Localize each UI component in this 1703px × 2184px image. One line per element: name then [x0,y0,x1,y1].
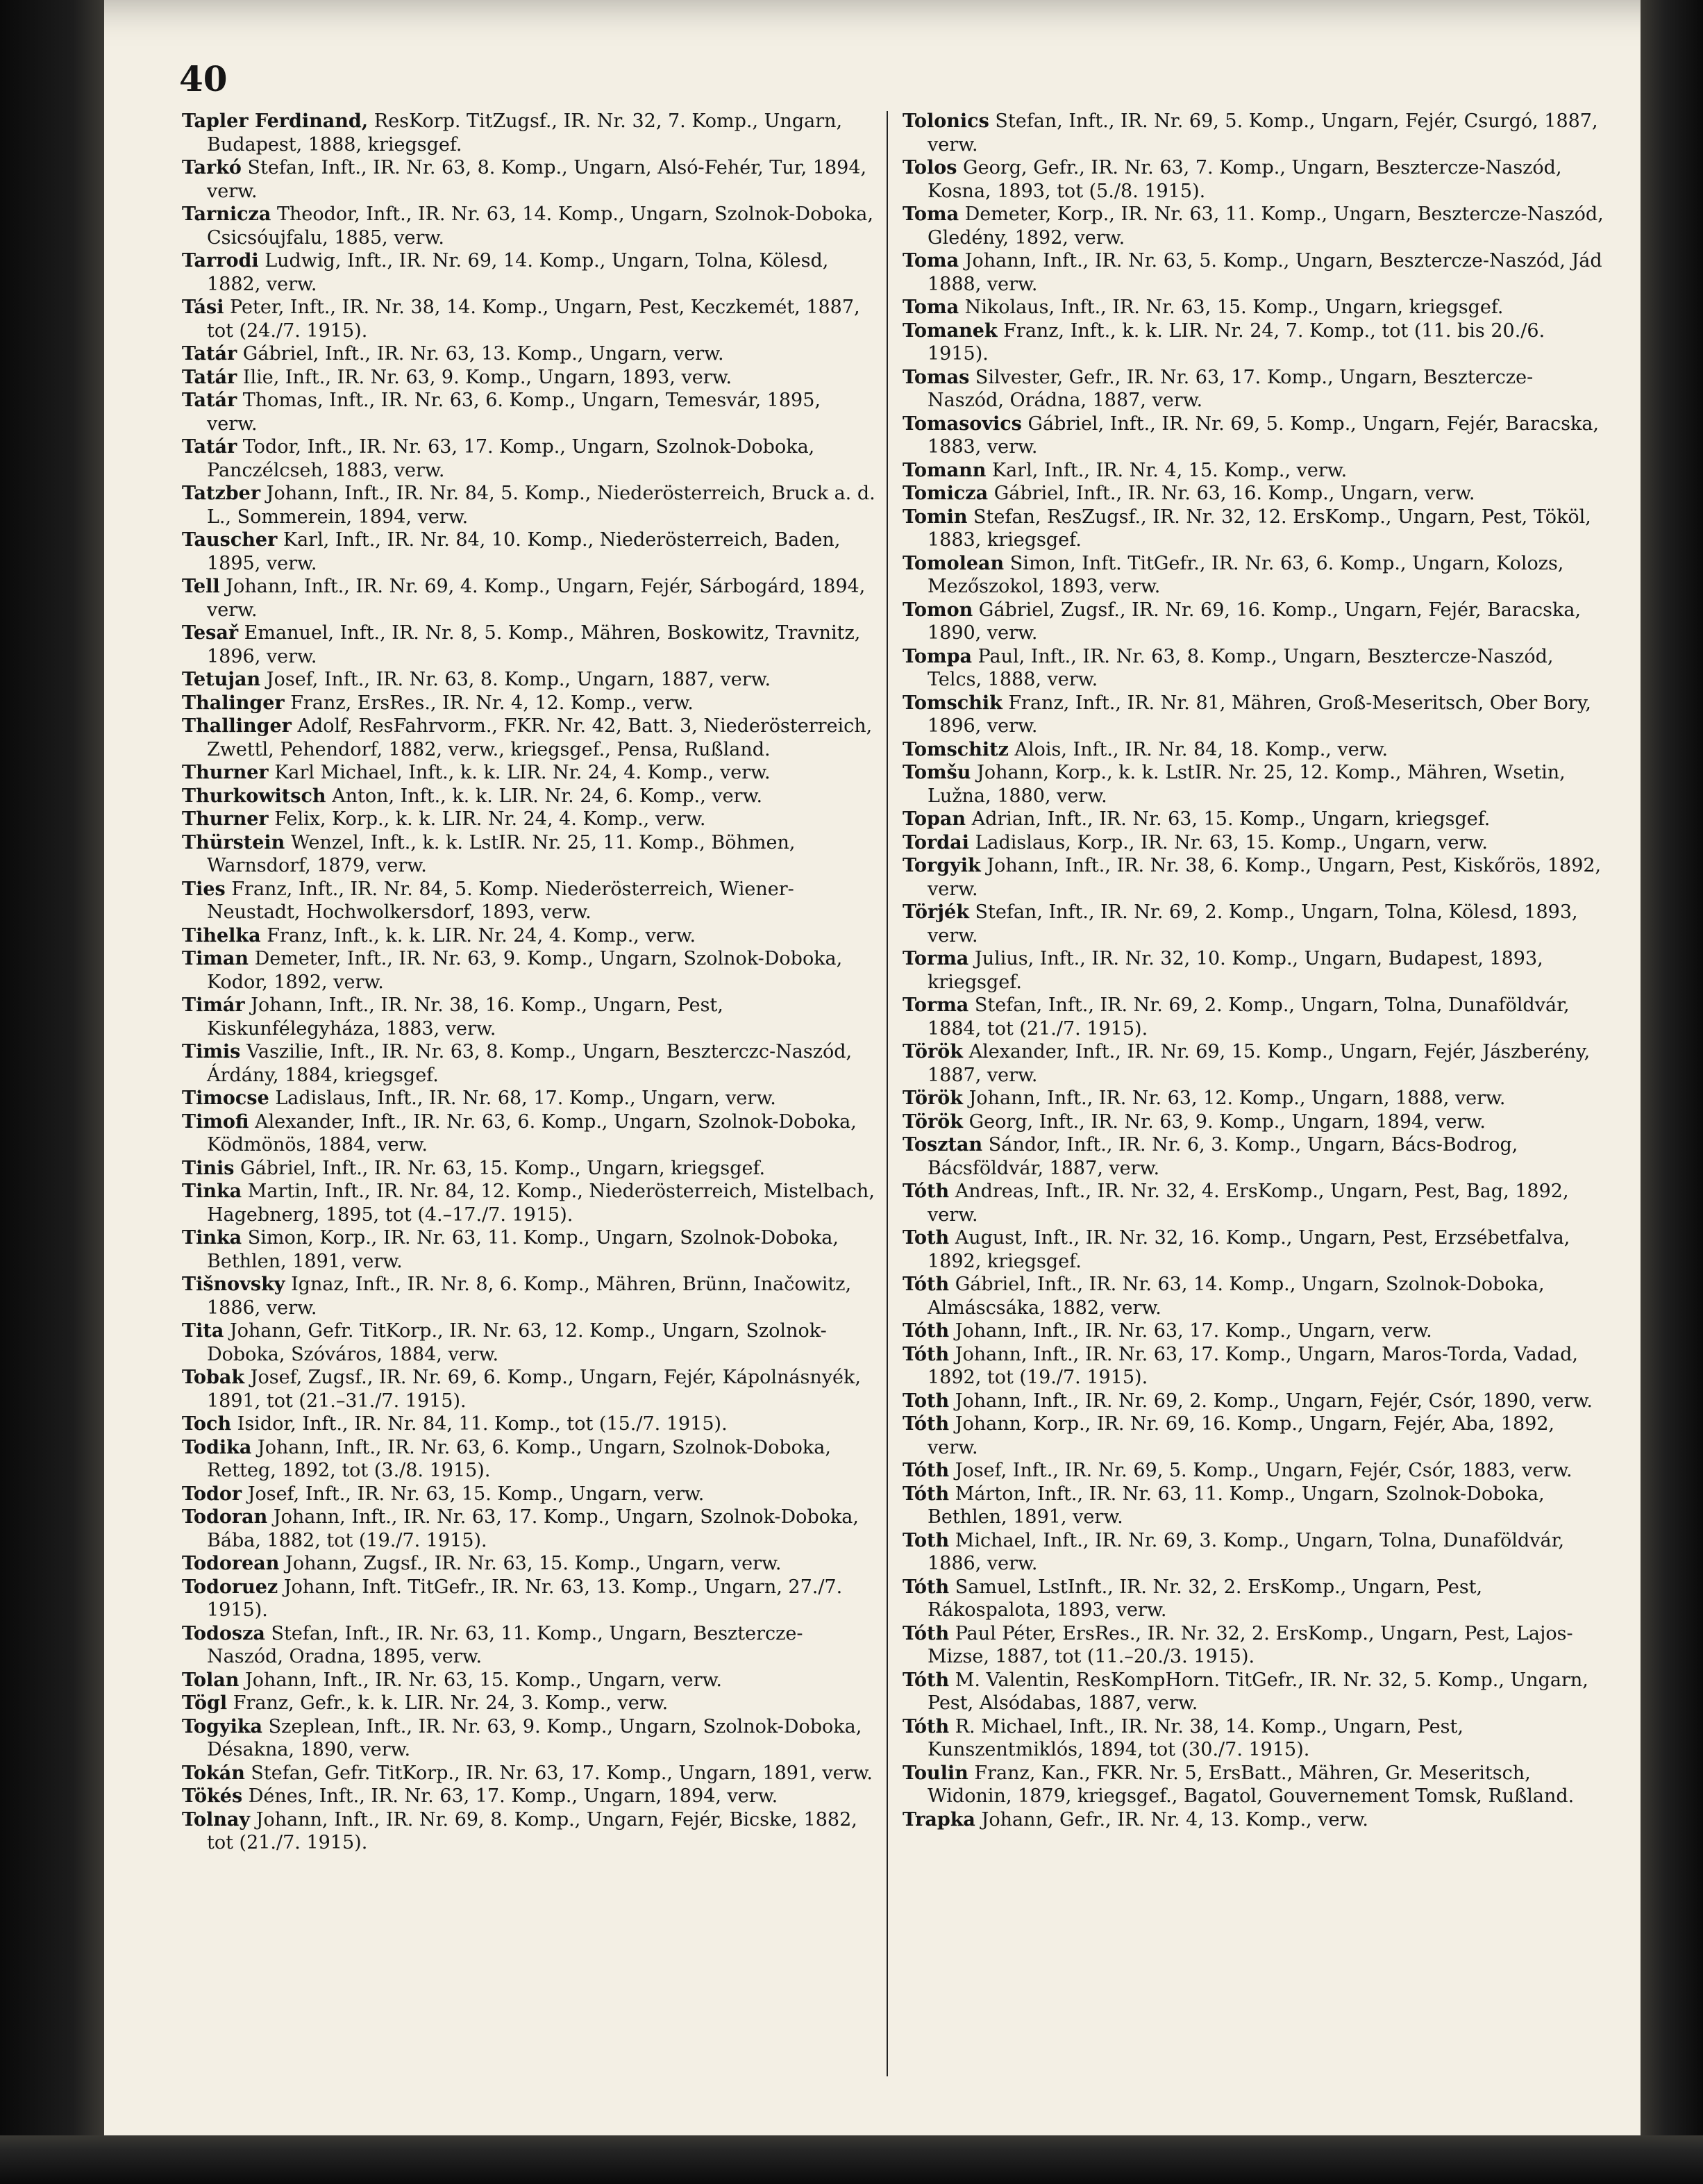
casualty-entry [903,1808,1604,1832]
casualty-entry [182,1412,876,1436]
entry-surname: Thurner [182,762,269,783]
entry-details: Johann, Zugsf., IR. Nr. 63, 15. Komp., Ungarn, verw. [279,1553,782,1574]
entry-surname: Thallinger [182,715,292,737]
entry-details: Gábriel, Inft., IR. Nr. 63, 14. Komp., Ungarn, Szolnok-Doboka, Almáscsáka, 1882, verw. [928,1274,1545,1319]
casualty-entry [182,668,876,692]
entry-details: Sándor, Inft., IR. Nr. 6, 3. Komp., Ungarn, Bács-Bodrog, Bácsföldvár, 1887, verw. [928,1134,1518,1179]
entry-surname: Toulin [903,1762,968,1784]
entry-details: Simon, Korp., IR. Nr. 63, 11. Komp., Ungarn, Szolnok-Doboka, Bethlen, 1891, verw. [207,1227,839,1272]
entry-surname: Todika [182,1436,252,1458]
entry-surname: Topan [903,808,966,830]
entry-details: Silvester, Gefr., IR. Nr. 63, 17. Komp., Ungarn, Besztercze-Naszód, Orádna, 1887, verw. [928,366,1534,411]
casualty-entry [182,1436,876,1483]
casualty-entry [903,599,1604,645]
entry-surname: Tomschitz [903,738,1009,760]
casualty-entry [182,1319,876,1366]
casualty-entry [903,692,1604,738]
entry-details: Demeter, Korp., IR. Nr. 63, 11. Komp., Ungarn, Besztercze-Naszód, Gledény, 1892, verw. [928,203,1604,249]
entry-surname: Tóth [903,1181,950,1202]
casualty-entry [182,366,876,390]
entry-details: Gábriel, Inft., IR. Nr. 63, 15. Komp., Ungarn, kriegsgef. [234,1157,766,1179]
entry-details: Karl, Inft., IR. Nr. 84, 10. Komp., Niederösterreich, Baden, 1895, verw. [207,529,841,574]
entry-surname: Tomšu [903,762,971,783]
entry-details: Ladislaus, Inft., IR. Nr. 68, 17. Komp., Ungarn, verw. [269,1087,776,1109]
entry-surname: Tomon [903,599,973,621]
right-column [903,110,1604,1831]
casualty-entry [903,1087,1604,1110]
entry-surname: Tišnovsky [182,1274,285,1295]
entry-details: August, Inft., IR. Nr. 32, 16. Komp., Ungarn, Pest, Erzsébetfalva, 1892, kriegsgef. [928,1227,1570,1272]
casualty-entry [903,1343,1604,1390]
entry-details: Johann, Inft., IR. Nr. 69, 2. Komp., Ungarn, Fejér, Csór, 1890, verw. [949,1390,1593,1412]
entry-surname: Tinka [182,1181,242,1202]
entry-surname: Tási [182,297,224,318]
casualty-entry [182,1552,876,1576]
entry-surname: Tetujan [182,669,261,690]
entry-surname: Tóth [903,1460,950,1481]
entry-details: Gábriel, Inft., IR. Nr. 63, 16. Komp., Ungarn, verw. [988,483,1475,504]
entry-surname: Tóth [903,1413,950,1435]
entry-surname: Tögl [182,1692,228,1714]
entry-details: Felix, Korp., k. k. LIR. Nr. 24, 4. Komp., verw. [268,808,706,830]
entry-details: Samuel, LstInft., IR. Nr. 32, 2. ErsKomp., Ungarn, Pest, Rákospalota, 1893, verw. [928,1576,1483,1621]
scan-edge-bottom [0,2135,1703,2184]
entry-surname: Tatár [182,390,237,411]
entry-details: Johann, Korp., k. k. LstIR. Nr. 25, 12. Komp., Mähren, Wsetin, Lužna, 1880, verw. [928,762,1566,807]
casualty-entry [182,1576,876,1622]
entry-surname: Tarnicza [182,203,271,225]
scan-edge-left [0,0,104,2184]
entry-surname: Tosztan [903,1134,983,1156]
casualty-entry [903,296,1604,319]
entry-details: Dénes, Inft., IR. Nr. 63, 17. Komp., Ungarn, 1894, verw. [242,1785,778,1807]
entry-surname: Tóth [903,1320,950,1342]
entry-details: Karl, Inft., IR. Nr. 4, 15. Komp., verw. [986,459,1348,481]
entry-details: Johann, Inft., IR. Nr. 38, 6. Komp., Ungarn, Pest, Kiskőrös, 1892, verw. [928,855,1602,900]
entry-details: Johann, Gefr., IR. Nr. 4, 13. Komp., verw. [975,1808,1368,1831]
entry-surname: Tolan [182,1669,240,1691]
casualty-entry [903,459,1604,483]
entry-surname: Tolonics [903,110,989,132]
entry-surname: Toch [182,1413,232,1435]
entry-details: Johann, Inft., IR. Nr. 63, 6. Komp., Ungarn, Szolnok-Doboka, Retteg, 1892, tot (3./8. 1915). [207,1436,831,1481]
casualty-entry [182,1483,876,1506]
casualty-entry [903,412,1604,459]
entry-details: Stefan, Inft., IR. Nr. 69, 2. Komp., Ungarn, Tolna, Dunaföldvár, 1884, tot (21./7. 1915). [928,994,1570,1040]
casualty-entry [182,1226,876,1273]
casualty-entry [903,1226,1604,1273]
casualty-entry [182,1692,876,1715]
entry-details: Paul Péter, ErsRes., IR. Nr. 32, 2. ErsKomp., Ungarn, Pest, Lajos-Mizse, 1887, tot (11.–20./3. 1915). [928,1622,1573,1667]
casualty-entry [903,1390,1604,1413]
casualty-entry [903,761,1604,808]
entry-details: Franz, ErsRes., IR. Nr. 4, 12. Komp., verw. [284,692,694,714]
entry-details: Josef, Zugsf., IR. Nr. 69, 6. Komp., Ungarn, Fejér, Kápolnásnyék, 1891, tot (21.–31./7. 1915). [207,1367,861,1412]
entry-details: Paul, Inft., IR. Nr. 63, 8. Komp., Ungarn, Besztercze-Naszód, Telcs, 1888, verw. [928,645,1554,690]
entry-details: Wenzel, Inft., k. k. LstIR. Nr. 25, 11. Komp., Böhmen, Warnsdorf, 1879, verw. [207,831,796,876]
entry-surname: Tomin [903,506,968,528]
casualty-entry [903,1669,1604,1715]
entry-surname: Tatár [182,366,237,388]
entry-details: Stefan, Gefr. TitKorp., IR. Nr. 63, 17. Komp., Ungarn, 1891, verw. [244,1762,873,1784]
casualty-entry [182,1180,876,1226]
entry-details: Franz, Inft., k. k. LIR. Nr. 24, 4. Komp., verw. [260,924,696,947]
entry-surname: Tita [182,1320,224,1342]
entry-surname: Tomas [903,366,970,388]
entry-surname: Todoran [182,1506,268,1528]
entry-surname: Todoruez [182,1576,278,1598]
entry-details: Johann, Inft., IR. Nr. 63, 12. Komp., Ungarn, 1888, verw. [963,1087,1506,1109]
entry-details: Theodor, Inft., IR. Nr. 63, 14. Komp., Ungarn, Szolnok-Doboka, Csicsóujfalu, 1885, verw. [207,203,873,249]
casualty-entry [903,1459,1604,1483]
entry-surname: Tóth [903,1343,950,1365]
casualty-entry [182,482,876,528]
entry-surname: Thürstein [182,831,285,853]
entry-surname: Togyika [182,1715,263,1737]
entry-details: Márton, Inft., IR. Nr. 63, 11. Komp., Ungarn, Szolnok-Doboka, Bethlen, 1891, verw. [928,1483,1545,1528]
casualty-entry [903,482,1604,506]
entry-surname: Tatár [182,436,237,458]
entry-details: Georg, Inft., IR. Nr. 63, 9. Komp., Ungarn, 1894, verw. [963,1110,1486,1133]
entry-surname: Tatár [182,343,237,365]
entry-details: Ilie, Inft., IR. Nr. 63, 9. Komp., Ungarn, 1893, verw. [237,366,732,388]
entry-surname: Tapler Ferdinand, [182,110,369,132]
casualty-entry [182,342,876,366]
entry-surname: Tomschik [903,692,1002,714]
entry-surname: Ties [182,878,226,900]
entry-surname: Tolos [903,157,957,178]
entry-details: Josef, Inft., IR. Nr. 63, 8. Komp., Ungarn, 1887, verw. [260,669,771,690]
entry-surname: Tóth [903,1715,950,1737]
entry-surname: Tomolean [903,552,1005,574]
entry-surname: Tinka [182,1227,242,1249]
casualty-entry [182,1273,876,1319]
casualty-entry [903,831,1604,855]
entry-surname: Thurkowitsch [182,785,326,807]
entry-surname: Trapka [903,1808,975,1831]
entry-details: Johann, Inft., IR. Nr. 63, 17. Komp., Ungarn, Maros-Torda, Vadad, 1892, tot (19./7. 1915). [928,1343,1579,1388]
entry-surname: Tobak [182,1367,245,1388]
casualty-entry [182,156,876,203]
casualty-entry [182,110,876,156]
entry-surname: Tomanek [903,319,998,342]
casualty-entry [182,1669,876,1692]
casualty-entry [903,1622,1604,1669]
casualty-entry [182,785,876,808]
casualty-entry [182,924,876,948]
entry-details: Johann, Korp., IR. Nr. 69, 16. Komp., Ungarn, Fejér, Aba, 1892, verw. [928,1413,1555,1458]
casualty-entry [182,808,876,831]
entry-surname: Tihelka [182,924,261,947]
casualty-entry [182,1157,876,1181]
entry-surname: Torma [903,948,969,969]
entry-surname: Tokán [182,1762,245,1784]
entry-surname: Toma [903,203,959,225]
entry-surname: Török [903,1041,963,1062]
casualty-entry [182,435,876,482]
casualty-entry [182,715,876,761]
casualty-entry [903,249,1604,296]
casualty-entry [182,622,876,668]
entry-details: Julius, Inft., IR. Nr. 32, 10. Komp., Ungarn, Budapest, 1893, kriegsgef. [928,948,1543,993]
entry-surname: Thurner [182,808,269,830]
casualty-entry [182,1622,876,1669]
entry-details: Simon, Inft. TitGefr., IR. Nr. 63, 6. Komp., Ungarn, Kolozs, Mezőszokol, 1893, verw. [928,552,1564,597]
casualty-entry [182,994,876,1040]
casualty-entry [903,854,1604,901]
casualty-entry [182,528,876,575]
entry-surname: Tarrodi [182,250,259,272]
casualty-entry [903,1273,1604,1319]
casualty-entry [182,1506,876,1552]
entry-details: Georg, Gefr., IR. Nr. 63, 7. Komp., Ungarn, Besztercze-Naszód, Kosna, 1893, tot (5./8. 1915). [928,157,1562,202]
casualty-entry [903,808,1604,831]
entry-details: Johann, Inft., IR. Nr. 84, 5. Komp., Niederösterreich, Bruck a. d. L., Sommerein, 1894, verw. [207,483,875,528]
casualty-entry [182,1808,876,1855]
casualty-entry [903,1319,1604,1343]
entry-details: Ludwig, Inft., IR. Nr. 69, 14. Komp., Ungarn, Tolna, Kölesd, 1882, verw. [207,250,829,295]
entry-surname: Timár [182,994,245,1016]
entry-details: Johann, Inft., IR. Nr. 63, 17. Komp., Ungarn, Szolnok-Doboka, Bába, 1882, tot (19./7. 1915). [207,1506,859,1551]
entry-details: Stefan, Inft., IR. Nr. 69, 2. Komp., Ungarn, Tolna, Kölesd, 1893, verw. [928,901,1578,947]
casualty-entry [182,389,876,435]
casualty-entry [903,203,1604,249]
entry-surname: Tomicza [903,483,989,504]
entry-details: Alexander, Inft., IR. Nr. 63, 6. Komp., Ungarn, Szolnok-Doboka, Ködmönös, 1884, verw. [207,1110,857,1156]
entry-surname: Tolnay [182,1808,251,1831]
entry-details: Alexander, Inft., IR. Nr. 69, 15. Komp., Ungarn, Fejér, Jászberény, 1887, verw. [928,1041,1591,1086]
casualty-entry [903,1180,1604,1226]
entry-surname: Todosza [182,1622,265,1644]
entry-details: Gábriel, Inft., IR. Nr. 63, 13. Komp., Ungarn, verw. [237,343,724,365]
entry-details: Karl Michael, Inft., k. k. LIR. Nr. 24, 4. Komp., verw. [268,762,771,783]
entry-surname: Tökés [182,1785,243,1807]
entry-details: Stefan, Inft., IR. Nr. 63, 11. Komp., Ungarn, Besztercze-Naszód, Oradna, 1895, verw. [207,1622,803,1667]
entry-details: Martin, Inft., IR. Nr. 84, 12. Komp., Niederösterreich, Mistelbach, Hagebnerg, 1895, tot (4.–17./7. 1915). [207,1181,875,1226]
entry-surname: Toth [903,1390,950,1412]
entry-surname: Tatzber [182,483,261,504]
casualty-entry [903,1040,1604,1087]
entry-details: Josef, Inft., IR. Nr. 63, 15. Komp., Ungarn, verw. [242,1483,705,1505]
entry-details: Adrian, Inft., IR. Nr. 63, 15. Komp., Ungarn, kriegsgef. [966,808,1491,830]
casualty-entry [182,1785,876,1808]
casualty-entry [182,1110,876,1157]
casualty-entry [903,552,1604,599]
entry-surname: Tomann [903,459,987,481]
entry-surname: Török [903,1110,963,1133]
column-divider [887,111,888,2076]
entry-details: Thomas, Inft., IR. Nr. 63, 6. Komp., Ungarn, Temesvár, 1895, verw. [207,390,821,435]
entry-details: Johann, Gefr. TitKorp., IR. Nr. 63, 12. Komp., Ungarn, Szolnok-Doboka, Szóváros, 1884, verw. [207,1320,827,1365]
casualty-entry [182,1762,876,1785]
entry-surname: Tarkó [182,157,242,178]
entry-details: Alois, Inft., IR. Nr. 84, 18. Komp., verw. [1008,738,1389,760]
casualty-entry [182,761,876,785]
casualty-entry [903,1483,1604,1529]
entry-surname: Tóth [903,1274,950,1295]
casualty-entry [182,692,876,715]
casualty-entry [182,1040,876,1087]
entry-details: Nikolaus, Inft., IR. Nr. 63, 15. Komp., Ungarn, kriegsgef. [959,297,1504,318]
casualty-entry [182,1087,876,1110]
entry-surname: Toth [903,1529,950,1551]
casualty-entry [903,1110,1604,1134]
entry-details: Gábriel, Inft., IR. Nr. 69, 5. Komp., Ungarn, Fejér, Baracska, 1883, verw. [928,412,1600,458]
entry-details: ResKorp. TitZugsf., IR. Nr. 32, 7. Komp., Ungarn, Budapest, 1888, kriegsgef. [207,110,843,156]
entry-details: Josef, Inft., IR. Nr. 69, 5. Komp., Ungarn, Fejér, Csór, 1883, verw. [949,1460,1572,1481]
casualty-entry [182,878,876,924]
casualty-entry [182,203,876,249]
casualty-entry [182,296,876,342]
entry-details: Stefan, ResZugsf., IR. Nr. 32, 12. ErsKomp., Ungarn, Pest, Tököl, 1883, kriegsgef. [928,506,1591,551]
entry-surname: Tordai [903,831,969,853]
casualty-entry [903,1529,1604,1576]
entry-details: Isidor, Inft., IR. Nr. 84, 11. Komp., tot (15./7. 1915). [231,1413,728,1435]
entry-surname: Timofi [182,1110,249,1133]
entry-details: Franz, Inft., IR. Nr. 81, Mähren, Groß-Meseritsch, Ober Bory, 1896, verw. [928,692,1591,737]
casualty-entry [182,831,876,878]
entry-surname: Tóth [903,1483,950,1505]
entry-surname: Todor [182,1483,242,1505]
entry-surname: Tompa [903,645,972,667]
entry-details: Johann, Inft., IR. Nr. 63, 5. Komp., Ungarn, Besztercze-Naszód, Jád 1888, verw. [928,250,1602,295]
entry-surname: Timocse [182,1087,269,1109]
entry-details: Michael, Inft., IR. Nr. 69, 3. Komp., Ungarn, Tolna, Dunaföldvár, 1886, verw. [928,1529,1565,1574]
entry-details: Vaszilie, Inft., IR. Nr. 63, 8. Komp., Ungarn, Beszterczc-Naszód, Árdány, 1884, kriegsgef. [207,1041,853,1086]
entry-surname: Torgyik [903,855,981,876]
entry-details: Ladislaus, Korp., IR. Nr. 63, 15. Komp., Ungarn, verw. [968,831,1488,853]
entry-details: Johann, Inft., IR. Nr. 63, 17. Komp., Ungarn, verw. [949,1320,1432,1342]
entry-details: Adolf, ResFahrvorm., FKR. Nr. 42, Batt. 3, Niederösterreich, Zwettl, Pehendorf, 1882, verw., kriegsgef., Pensa, Rußland. [207,715,873,760]
entry-surname: Timan [182,948,249,969]
entry-surname: Toma [903,250,959,272]
entry-details: Todor, Inft., IR. Nr. 63, 17. Komp., Ungarn, Szolnok-Doboka, Panczélcseh, 1883, verw. [207,436,815,481]
entry-surname: Toth [903,1227,950,1249]
entry-surname: Torma [903,994,969,1016]
entry-details: Andreas, Inft., IR. Nr. 32, 4. ErsKomp., Ungarn, Pest, Bag, 1892, verw. [928,1181,1569,1226]
entry-surname: Tell [182,576,220,597]
entry-details: Peter, Inft., IR. Nr. 38, 14. Komp., Ungarn, Pest, Keczkemét, 1887, tot (24./7. 1915). [207,297,860,342]
entry-surname: Tóth [903,1576,950,1598]
casualty-entry [182,1366,876,1412]
scan-edge-right [1641,0,1703,2184]
entry-details: Johann, Inft., IR. Nr. 69, 8. Komp., Ungarn, Fejér, Bicske, 1882, tot (21./7. 1915). [207,1808,857,1853]
entry-details: Stefan, Inft., IR. Nr. 63, 8. Komp., Ungarn, Alsó-Fehér, Tur, 1894, verw. [207,157,867,202]
casualty-entry [903,1762,1604,1808]
entry-details: Johann, Inft., IR. Nr. 38, 16. Komp., Ungarn, Pest, Kiskunfélegyháza, 1883, verw. [207,994,723,1040]
entry-surname: Tomasovics [903,412,1022,435]
casualty-entry [903,994,1604,1040]
entry-surname: Törjék [903,901,969,923]
entry-surname: Török [903,1087,963,1109]
entry-details: Johann, Inft., IR. Nr. 69, 4. Komp., Ungarn, Fejér, Sárbogárd, 1894, verw. [207,576,866,621]
casualty-entry [903,319,1604,366]
casualty-entry [903,110,1604,156]
entry-details: Ignaz, Inft., IR. Nr. 8, 6. Komp., Mähren, Brünn, Inačowitz, 1886, verw. [207,1274,852,1319]
entry-details: Emanuel, Inft., IR. Nr. 8, 5. Komp., Mähren, Boskowitz, Travnitz, 1896, verw. [207,622,861,667]
casualty-entry [903,1715,1604,1762]
entry-details: Franz, Inft., k. k. LIR. Nr. 24, 7. Komp., tot (11. bis 20./6. 1915). [928,319,1545,365]
entry-details: M. Valentin, ResKompHorn. TitGefr., IR. Nr. 32, 5. Komp., Ungarn, Pest, Alsódabas, 1887, verw. [928,1669,1588,1714]
entry-details: Johann, Inft., IR. Nr. 63, 15. Komp., Ungarn, verw. [239,1669,723,1691]
entry-details: Demeter, Inft., IR. Nr. 63, 9. Komp., Ungarn, Szolnok-Doboka, Kodor, 1892, verw. [207,948,843,993]
page-number: 40 [179,58,228,99]
casualty-entry [182,575,876,622]
casualty-entry [903,1133,1604,1180]
casualty-entry [903,645,1604,692]
casualty-entry [903,947,1604,994]
entry-surname: Tóth [903,1669,950,1691]
left-column [182,110,876,1855]
entry-details: Anton, Inft., k. k. LIR. Nr. 24, 6. Komp., verw. [326,785,763,807]
casualty-entry [903,506,1604,552]
casualty-entry [903,156,1604,203]
entry-details: R. Michael, Inft., IR. Nr. 38, 14. Komp., Ungarn, Pest, Kunszentmiklós, 1894, tot (30./7. 1915). [928,1715,1463,1760]
entry-surname: Thalinger [182,692,285,714]
entry-details: Szeplean, Inft., IR. Nr. 63, 9. Komp., Ungarn, Szolnok-Doboka, Désakna, 1890, verw. [207,1715,862,1760]
entry-surname: Todorean [182,1553,280,1574]
entry-details: Franz, Inft., IR. Nr. 84, 5. Komp. Niederösterreich, Wiener-Neustadt, Hochwolkersdorf, 1893, verw. [207,878,794,923]
casualty-entry [903,1576,1604,1622]
entry-details: Franz, Kan., FKR. Nr. 5, ErsBatt., Mähren, Gr. Meseritsch, Widonin, 1879, kriegsgef., Bagatol, Gouvernement Tomsk, Rußland. [928,1762,1575,1807]
entry-details: Johann, Inft. TitGefr., IR. Nr. 63, 13. Komp., Ungarn, 27./7. 1915). [207,1576,843,1621]
entry-details: Franz, Gefr., k. k. LIR. Nr. 24, 3. Komp., verw. [227,1692,669,1714]
entry-surname: Timis [182,1041,241,1062]
casualty-entry [182,947,876,994]
entry-details: Gábriel, Zugsf., IR. Nr. 69, 16. Komp., Ungarn, Fejér, Baracska, 1890, verw. [928,599,1582,644]
casualty-entry [903,738,1604,762]
casualty-entry [182,1715,876,1762]
entry-surname: Toma [903,297,959,318]
casualty-entry [182,249,876,296]
entry-surname: Tesař [182,622,239,644]
entry-surname: Tauscher [182,529,278,551]
casualty-entry [903,1412,1604,1459]
entry-details: Stefan, Inft., IR. Nr. 69, 5. Komp., Ungarn, Fejér, Csurgó, 1887, verw. [928,110,1598,156]
casualty-entry [903,366,1604,412]
entry-surname: Tinis [182,1157,235,1179]
entry-surname: Tóth [903,1622,950,1644]
casualty-entry [903,901,1604,947]
